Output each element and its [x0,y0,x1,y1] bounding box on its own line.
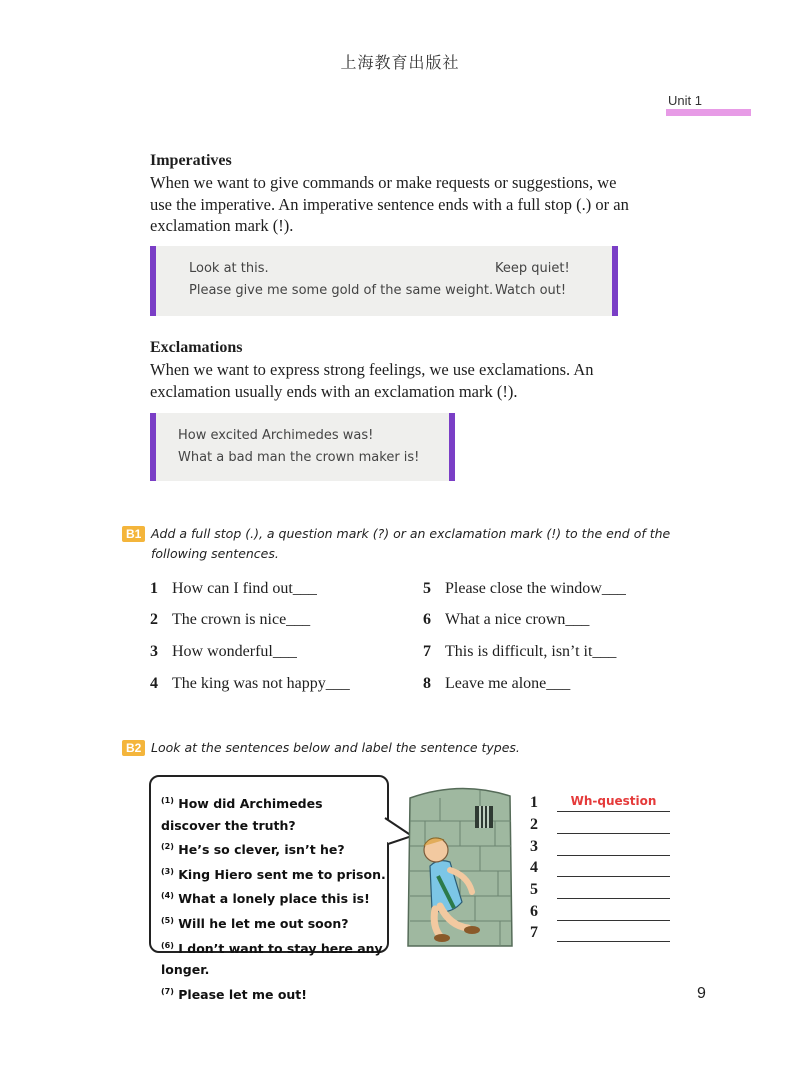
item-number: 4 [150,675,158,692]
answer-row [530,859,538,881]
answer-number: 7 [530,924,538,941]
exclamations-body-line: exclamation usually ends with an exclamation mark (!). [150,381,518,401]
speech-line [161,790,386,836]
b1-item [423,611,589,629]
sentence-marker: (2) [161,842,174,852]
item-text: Please close the window___ [445,580,626,597]
speech-bubble [149,775,389,1003]
answer-row [530,838,538,859]
answer-field[interactable] [557,816,670,834]
answer-number: 2 [530,816,538,833]
item-number: 8 [423,675,431,692]
imperatives-examples-left [189,258,493,302]
answer-number: 6 [530,903,538,920]
exclamations-example-box [150,413,455,481]
imperatives-body-line: use the imperative. An imperative sentence ends with a full stop (.) or an [150,194,629,214]
exercise-badge-b2: B2 [122,740,145,756]
exclamations-body [150,359,594,402]
sandal [464,926,480,934]
answer-row [530,903,538,924]
item-number: 3 [150,643,158,660]
imperatives-examples-right [495,258,570,302]
answer-number: 5 [530,881,538,898]
b1-item [150,643,297,661]
answer-field[interactable] [557,903,670,921]
b1-item [423,580,626,598]
b1-item [150,580,317,598]
sentence-marker: (5) [161,916,174,926]
sentence-marker: (4) [161,891,174,901]
item-text: What a nice crown___ [445,611,590,628]
item-number: 7 [423,643,431,660]
item-number: 6 [423,611,431,628]
answer-row [530,924,538,946]
item-number: 2 [150,611,158,628]
b2-answers [530,794,657,946]
item-text: The crown is nice___ [172,611,311,628]
answer-row [530,794,657,816]
left-accent-bar [150,246,156,316]
exclamations-body-line: When we want to express strong feelings, we use exclamations. An [150,360,594,379]
sentence-marker: (7) [161,986,174,996]
answer-number: 3 [530,838,538,855]
b1-item [150,675,350,693]
speech-text [161,790,386,1006]
speech-line [161,910,386,935]
speech-line [161,836,386,861]
sentence: He’s so clever, isn’t he? [178,842,345,858]
b1-instruction [151,524,670,564]
example-sentence: Look at this. [189,261,269,276]
answer-field[interactable] [557,794,670,812]
answer-row [530,816,538,838]
item-text: The king was not happy___ [172,675,350,692]
answer-row [530,881,538,903]
right-accent-bar [612,246,618,316]
page-number: 9 [697,985,706,1002]
imperatives-body-line: exclamation mark (!). [150,216,294,235]
answer-number: 1 [530,794,538,811]
sentence: What a lonely place this is! [178,891,370,907]
speech-line [161,981,386,1006]
answer-field[interactable] [557,881,670,899]
answer-number: 4 [530,859,538,876]
publisher-name: 上海教育出版社 [340,53,460,72]
exclamations-title: Exclamations [150,339,243,356]
item-text: Leave me alone___ [445,675,571,692]
item-text: This is difficult, isn’t it___ [445,643,617,660]
b2-instruction: Look at the sentences below and label the sentence types. [151,740,520,755]
item-text: How can I find out___ [172,580,317,597]
imperatives-body [150,172,629,237]
sentence: I don’t want to stay here any longer. [161,940,383,978]
answer-field[interactable] [557,838,670,856]
example-sentence: Watch out! [495,283,567,298]
imperatives-example-box [150,246,618,316]
exercise-badge-b1: B1 [122,526,145,542]
unit-bar [666,109,751,116]
sentence-marker: (3) [161,866,174,876]
answer-field[interactable] [557,924,670,942]
b1-item [423,643,616,661]
unit-label: Unit 1 [668,93,702,108]
example-sentence: Keep quiet! [495,261,570,276]
instruction-line: Add a full stop (.), a question mark (?) or an exclamation mark (!) to the end of the [151,526,671,541]
example-sentence: How excited Archimedes was! [178,428,374,443]
sentence: Will he let me out soon? [178,916,349,932]
sentence: Please let me out! [178,987,307,1003]
right-accent-bar [449,413,455,481]
b1-item [150,611,310,629]
item-number: 5 [423,580,431,597]
sentence-marker: (6) [161,940,174,950]
answer-value: Wh-question [570,794,657,808]
prisoner-illustration [380,776,520,948]
sentence: King Hiero sent me to prison. [178,866,386,882]
answer-field[interactable] [557,859,670,877]
item-number: 1 [150,580,158,597]
example-sentence: What a bad man the crown maker is! [178,450,420,465]
sentence: How did Archimedes discover the truth? [161,796,323,833]
instruction-line: following sentences. [151,546,279,561]
example-sentence: Please give me some gold of the same weight. [189,283,494,298]
left-accent-bar [150,413,156,481]
speech-line [161,885,386,910]
exclamations-examples [178,425,419,469]
item-text: How wonderful___ [172,643,297,660]
imperatives-body-line: When we want to give commands or make requests or suggestions, we [150,173,617,192]
speech-line [161,861,386,886]
b1-item [423,675,570,693]
imperatives-title: Imperatives [150,152,232,169]
sandal [434,934,450,942]
speech-line [161,935,386,981]
sentence-marker: (1) [161,796,174,805]
